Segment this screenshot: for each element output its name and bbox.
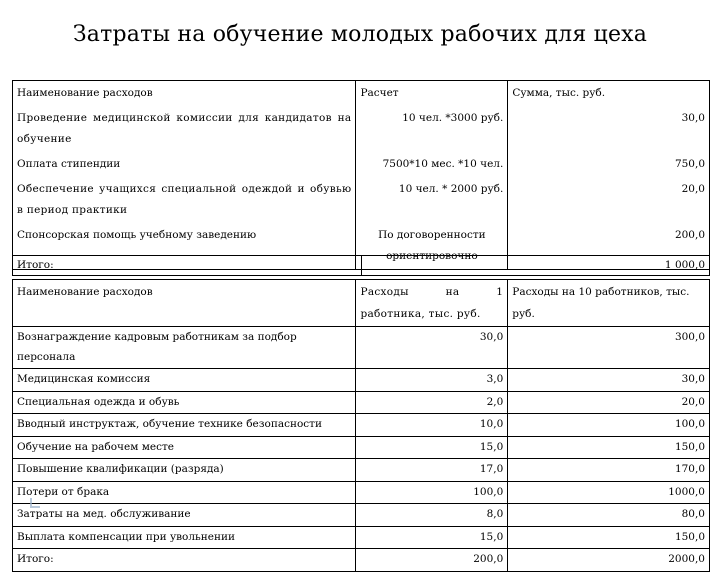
table-row [13,526,710,549]
header-sum: Сумма, тыс. руб. [508,81,710,107]
calculation: 10 чел. * 2000 руб. [356,177,508,223]
per-worker: 3,0 [356,369,508,392]
sum: 750,0 [508,152,710,177]
expense-name: Повышение квалификации (разряда) [13,459,356,482]
per-worker-total: 200,0 [356,549,508,572]
expense-name: Специальная одежда и обувь [13,391,356,414]
table-row [13,436,710,459]
table-row [13,106,710,152]
total-label: Итого: [13,256,362,276]
total-row-table1 [12,255,710,276]
table-row [13,414,710,437]
calculation: 7500*10 мес. *10 чел. [356,152,508,177]
expense-name: Обеспечение учащихся специальной одеждой и обувью в период практики [13,177,356,223]
total-value: 1 000,0 [361,256,710,276]
expense-name: Проведение медицинской комиссии для кандидатов на обучение [13,106,356,152]
table-total-row [13,549,710,572]
table-row [13,152,710,177]
costs-table-per-worker [12,279,710,572]
slide-nav-arrow-icon [30,498,40,508]
expense-name: Вознаграждение кадровым работникам за подбор персонала [13,327,356,369]
per-worker: 15,0 [356,436,508,459]
table-row [13,391,710,414]
per-ten-total: 2000,0 [508,549,710,572]
expense-name: Оплата стипендии [13,152,356,177]
header-calculation: Расчет [356,81,508,107]
page-title: Затраты на обучение молодых рабочих для цеха [72,22,648,47]
expense-name: Медицинская комиссия [13,369,356,392]
per-worker: 8,0 [356,504,508,527]
per-ten: 80,0 [508,504,710,527]
table-row [13,327,710,369]
total-label: Итого: [13,549,356,572]
per-ten: 150,0 [508,436,710,459]
table-row [13,459,710,482]
calculation: По договоренности ориентировочно [356,223,508,270]
per-ten: 150,0 [508,526,710,549]
table-header-row [13,81,710,107]
header-expense-name: Наименование расходов [13,280,356,327]
expense-name: Спонсорская помощь учебному заведению [13,223,356,270]
per-worker: 10,0 [356,414,508,437]
expense-name: Вводный инструктаж, обучение технике безопасности [13,414,356,437]
table-row [13,369,710,392]
expense-name: Затраты на мед. обслуживание [13,504,356,527]
per-ten: 170,0 [508,459,710,482]
header-per-ten-workers: Расходы на 10 работников, тыс. руб. [508,280,710,327]
expense-name: Потери от брака [13,481,356,504]
per-ten: 30,0 [508,369,710,392]
costs-table-calculation [12,80,710,270]
header-per-worker: Расходы на 1 работника, тыс. руб. [356,280,508,327]
expense-name: Выплата компенсации при увольнении [13,526,356,549]
per-worker: 2,0 [356,391,508,414]
calculation: 10 чел. *3000 руб. [356,106,508,152]
table-row [13,177,710,223]
sum: 20,0 [508,177,710,223]
per-ten: 300,0 [508,327,710,369]
sum: 200,0 [508,223,710,270]
per-worker: 15,0 [356,526,508,549]
header-expense-name: Наименование расходов [13,81,356,107]
table-header-row [13,280,710,327]
per-ten: 20,0 [508,391,710,414]
per-worker: 17,0 [356,459,508,482]
per-ten: 1000,0 [508,481,710,504]
expense-name: Обучение на рабочем месте [13,436,356,459]
table-row [13,481,710,504]
per-worker: 30,0 [356,327,508,369]
table-row [13,504,710,527]
per-ten: 100,0 [508,414,710,437]
table-total-row [13,256,710,276]
sum: 30,0 [508,106,710,152]
per-worker: 100,0 [356,481,508,504]
